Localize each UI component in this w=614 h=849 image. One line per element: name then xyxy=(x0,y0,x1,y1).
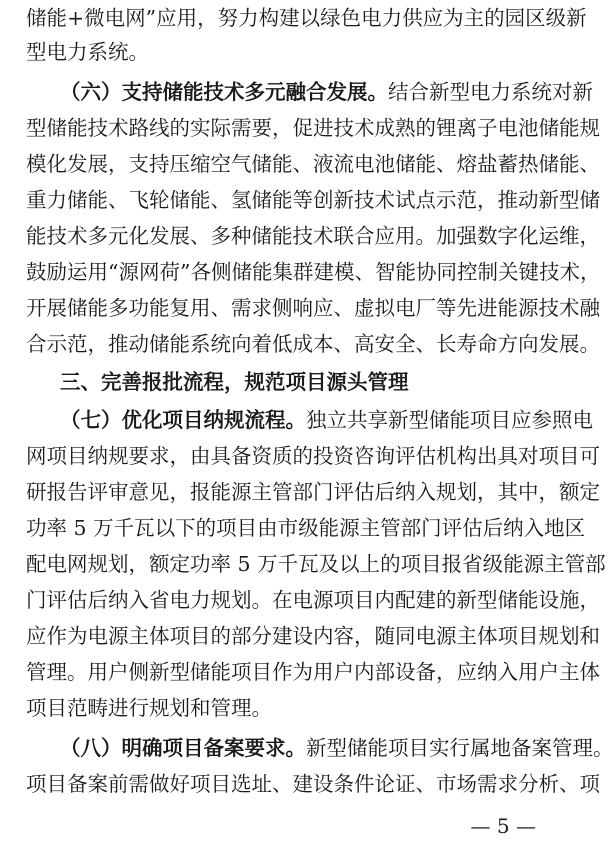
body-line: 项目范畴进行规划和管理。 xyxy=(26,696,272,720)
body-line: 研报告评审意见，报能源主管部门评估后纳入规划，其中，额定 xyxy=(26,480,600,504)
section-8-title: （八）明确项目备案要求。 xyxy=(60,736,306,760)
section-7-first-line xyxy=(60,404,593,436)
body-line: 应作为电源主体项目的部分建设内容，随同电源主体项目规划和 xyxy=(26,624,600,648)
page-number: — 5 — xyxy=(470,814,536,838)
body-line: 型电力系统。 xyxy=(26,40,149,64)
body-line: 能技术多元化发展、多种储能技术联合应用。加强数字化运维， xyxy=(26,224,600,248)
body-line: 配电网规划，额定功率 5 万千瓦及以上的项目报省级能源主管部 xyxy=(26,552,606,576)
body-line: 储能+微电网”应用，努力构建以绿色电力供应为主的园区级新 xyxy=(26,6,587,30)
body-line: 型储能技术路线的实际需要，促进技术成熟的锂离子电池储能规 xyxy=(26,116,600,140)
body-line: 重力储能、飞轮储能、氢储能等创新技术试点示范，推动新型储 xyxy=(26,188,600,212)
body-line: 门评估后纳入省电力规划。在电源项目内配建的新型储能设施， xyxy=(26,588,600,612)
body-line: 管理。用户侧新型储能项目作为用户内部设备，应纳入用户主体 xyxy=(26,660,600,684)
section-7-title: （七）优化项目纳规流程。 xyxy=(60,408,306,432)
body-text: 结合新型电力系统对新 xyxy=(388,80,593,104)
body-line: 鼓励运用“源网荷”各侧储能集群建模、智能协同控制关键技术， xyxy=(26,260,601,284)
body-line: 网项目纳规要求，由具备资质的投资咨询评估机构出具对项目可 xyxy=(26,444,600,468)
body-line: 合示范，推动储能系统向着低成本、高安全、长寿命方向发展。 xyxy=(26,332,600,356)
section-6-first-line xyxy=(60,76,593,108)
body-line: 项目备案前需做好项目选址、建设条件论证、市场需求分析、项 xyxy=(26,772,600,796)
body-line: 开展储能多功能复用、需求侧响应、虚拟电厂等先进能源技术融 xyxy=(26,296,600,320)
body-line: 功率 5 万千瓦以下的项目由市级能源主管部门评估后纳入地区 xyxy=(26,516,586,540)
body-text: 独立共享新型储能项目应参照电 xyxy=(306,408,593,432)
body-text: 新型储能项目实行属地备案管理。 xyxy=(306,736,614,760)
section-6-title: （六）支持储能技术多元融合发展。 xyxy=(60,80,388,104)
section-8-first-line xyxy=(60,732,614,764)
section-heading: 三、完善报批流程，规范项目源头管理 xyxy=(60,370,409,394)
body-line: 模化发展，支持压缩空气储能、液流电池储能、熔盐蓄热储能、 xyxy=(26,152,600,176)
